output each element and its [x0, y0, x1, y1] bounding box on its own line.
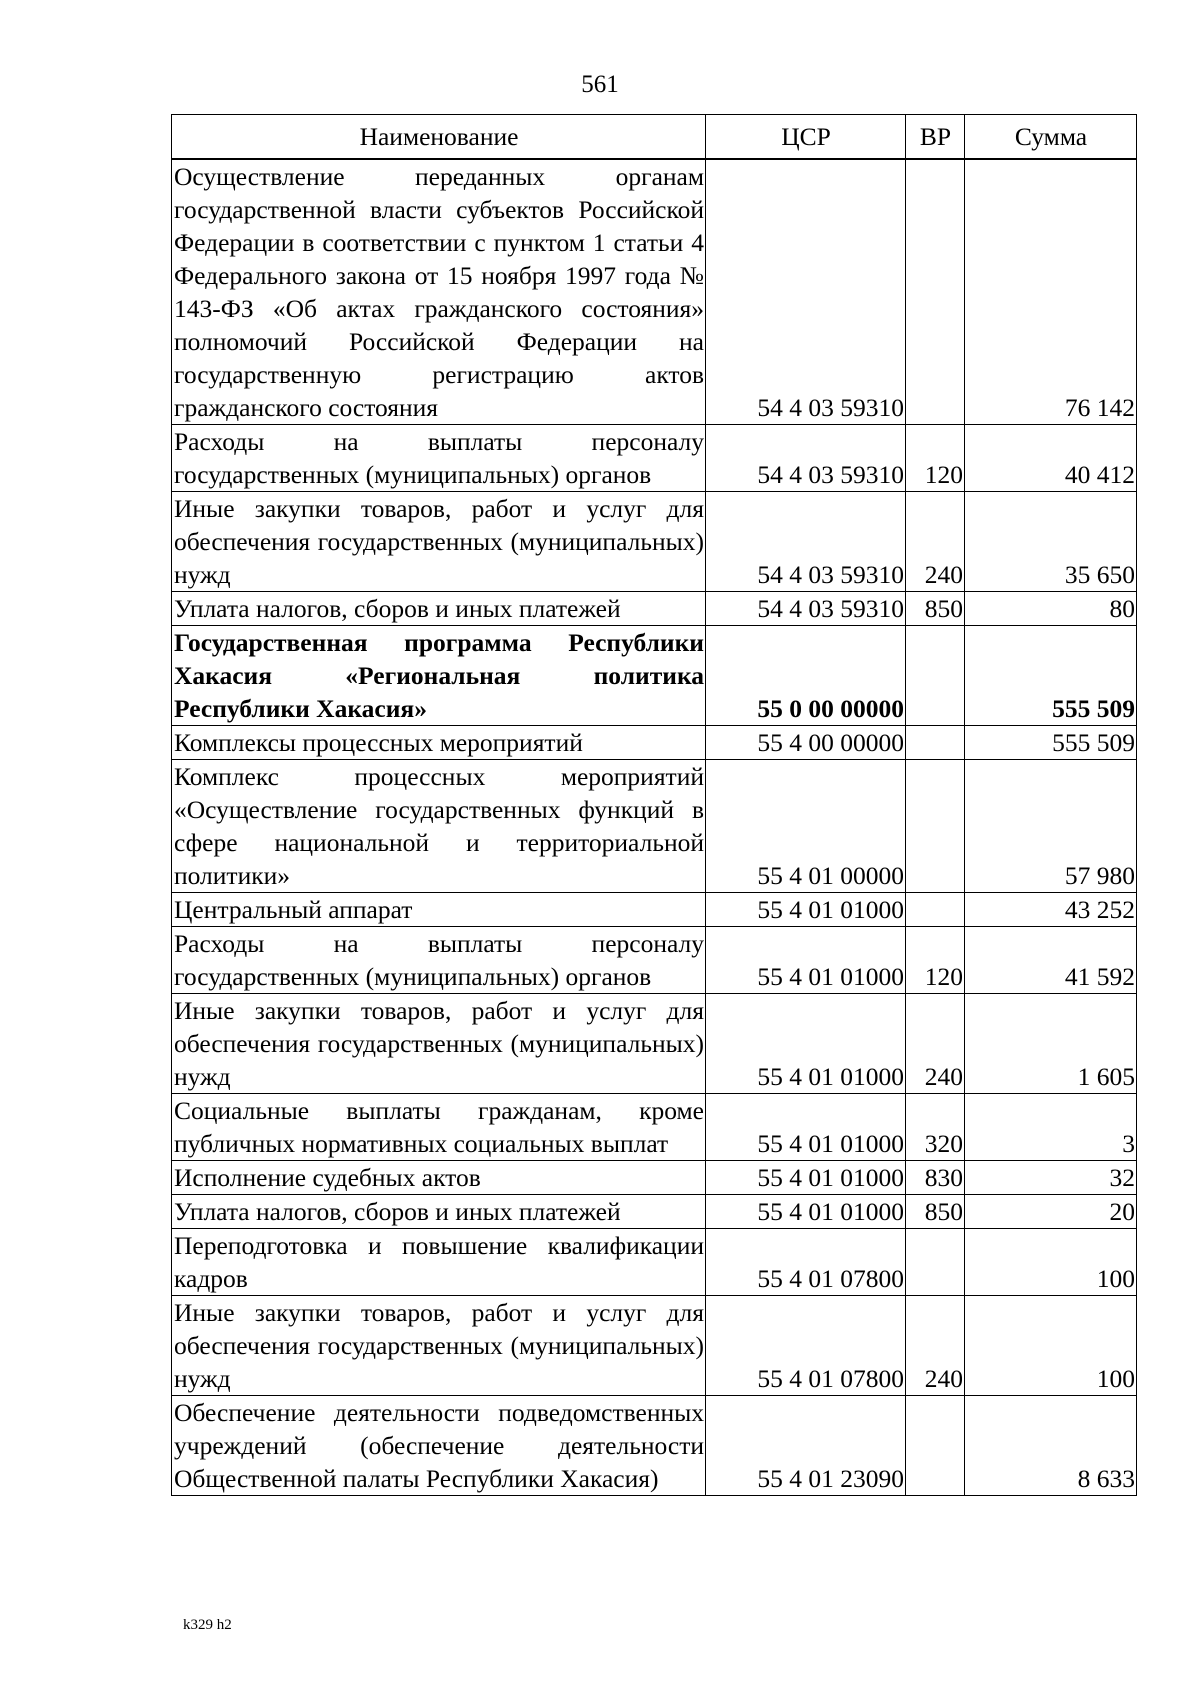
- row-vr: [906, 1396, 965, 1496]
- row-sum: 555 509: [965, 626, 1137, 726]
- row-sum: 8 633: [965, 1396, 1137, 1496]
- table-row: [172, 1229, 1137, 1296]
- table-row-program: [172, 626, 1137, 726]
- row-csr: 55 4 01 01000: [706, 1094, 906, 1161]
- row-sum: 100: [965, 1296, 1137, 1396]
- table-row: [172, 927, 1137, 994]
- table-row: [172, 425, 1137, 492]
- table-body: [172, 159, 1137, 1496]
- row-csr: 55 4 01 01000: [706, 994, 906, 1094]
- row-name: Расходы на выплаты персоналу государственных (муниципальных) органов: [172, 927, 706, 994]
- table-row: [172, 1195, 1137, 1229]
- row-csr: 55 4 01 07800: [706, 1296, 906, 1396]
- row-vr: 120: [906, 425, 965, 492]
- row-name: Расходы на выплаты персоналу государственных (муниципальных) органов: [172, 425, 706, 492]
- table-row: [172, 1296, 1137, 1396]
- row-csr: 54 4 03 59310: [706, 492, 906, 592]
- row-name: Иные закупки товаров, работ и услуг для обеспечения государственных (муниципальных) нужд: [172, 994, 706, 1094]
- row-csr: 55 4 01 01000: [706, 927, 906, 994]
- row-name: Уплата налогов, сборов и иных платежей: [172, 1195, 706, 1229]
- row-vr: 320: [906, 1094, 965, 1161]
- row-vr: [906, 626, 965, 726]
- row-csr: 55 4 00 00000: [706, 726, 906, 760]
- row-sum: 57 980: [965, 760, 1137, 893]
- row-vr: 240: [906, 1296, 965, 1396]
- footer-document-code: k329 h2: [183, 1617, 232, 1633]
- table-row: [172, 760, 1137, 893]
- row-sum: 32: [965, 1161, 1137, 1195]
- row-sum: 76 142: [965, 159, 1137, 425]
- row-name: Иные закупки товаров, работ и услуг для обеспечения государственных (муниципальных) нужд: [172, 492, 706, 592]
- row-vr: [906, 893, 965, 927]
- row-name: Осуществление переданных органам государственной власти субъектов Российской Федерации в соответствии с пунктом 1 статьи 4 Федерального закона от 15 ноября 1997 года № 143-ФЗ «Об актах гражданского состояния» полномочий Российской Федерации на государственную регистрацию актов гражданского состояния: [172, 159, 706, 425]
- row-sum: 3: [965, 1094, 1137, 1161]
- row-vr: 240: [906, 994, 965, 1094]
- page-number: 561: [581, 71, 619, 98]
- row-vr: 850: [906, 592, 965, 626]
- budget-table: [171, 114, 1137, 1496]
- row-sum: 43 252: [965, 893, 1137, 927]
- table-row: [172, 592, 1137, 626]
- row-csr: 54 4 03 59310: [706, 592, 906, 626]
- row-sum: 20: [965, 1195, 1137, 1229]
- row-sum: 41 592: [965, 927, 1137, 994]
- header-vr: ВР: [906, 115, 965, 160]
- row-name: Комплекс процессных мероприятий «Осуществление государственных функций в сфере национальной и территориальной политики»: [172, 760, 706, 893]
- row-csr: 55 4 01 07800: [706, 1229, 906, 1296]
- row-vr: [906, 726, 965, 760]
- table-row: [172, 1094, 1137, 1161]
- row-name: Государственная программа Республики Хакасия «Региональная политика Республики Хакасия»: [172, 626, 706, 726]
- row-name: Центральный аппарат: [172, 893, 706, 927]
- row-sum: 35 650: [965, 492, 1137, 592]
- row-name: Переподготовка и повышение квалификации кадров: [172, 1229, 706, 1296]
- row-name: Обеспечение деятельности подведомственных учреждений (обеспечение деятельности Общественной палаты Республики Хакасия): [172, 1396, 706, 1496]
- header-sum: Сумма: [965, 115, 1137, 160]
- table-row: [172, 994, 1137, 1094]
- row-name: Социальные выплаты гражданам, кроме публичных нормативных социальных выплат: [172, 1094, 706, 1161]
- row-csr: 55 4 01 01000: [706, 1195, 906, 1229]
- table-row: [172, 1396, 1137, 1496]
- row-csr: 55 4 01 00000: [706, 760, 906, 893]
- row-vr: [906, 760, 965, 893]
- row-csr: 54 4 03 59310: [706, 425, 906, 492]
- header-csr: ЦСР: [706, 115, 906, 160]
- row-vr: 240: [906, 492, 965, 592]
- row-name: Уплата налогов, сборов и иных платежей: [172, 592, 706, 626]
- row-sum: 80: [965, 592, 1137, 626]
- row-sum: 555 509: [965, 726, 1137, 760]
- row-name: Комплексы процессных мероприятий: [172, 726, 706, 760]
- row-vr: [906, 1229, 965, 1296]
- row-csr: 54 4 03 59310: [706, 159, 906, 425]
- row-sum: 100: [965, 1229, 1137, 1296]
- row-name: Исполнение судебных актов: [172, 1161, 706, 1195]
- row-name: Иные закупки товаров, работ и услуг для обеспечения государственных (муниципальных) нужд: [172, 1296, 706, 1396]
- row-vr: [906, 159, 965, 425]
- table-row: [172, 726, 1137, 760]
- row-csr: 55 4 01 01000: [706, 1161, 906, 1195]
- table-row: [172, 159, 1137, 425]
- table-header-row: [172, 115, 1137, 160]
- table-row: [172, 1161, 1137, 1195]
- header-name: Наименование: [172, 115, 706, 160]
- table-row: [172, 492, 1137, 592]
- row-csr: 55 4 01 23090: [706, 1396, 906, 1496]
- row-vr: 850: [906, 1195, 965, 1229]
- row-csr: 55 4 01 01000: [706, 893, 906, 927]
- row-csr: 55 0 00 00000: [706, 626, 906, 726]
- row-sum: 40 412: [965, 425, 1137, 492]
- row-vr: 830: [906, 1161, 965, 1195]
- table-row: [172, 893, 1137, 927]
- row-sum: 1 605: [965, 994, 1137, 1094]
- row-vr: 120: [906, 927, 965, 994]
